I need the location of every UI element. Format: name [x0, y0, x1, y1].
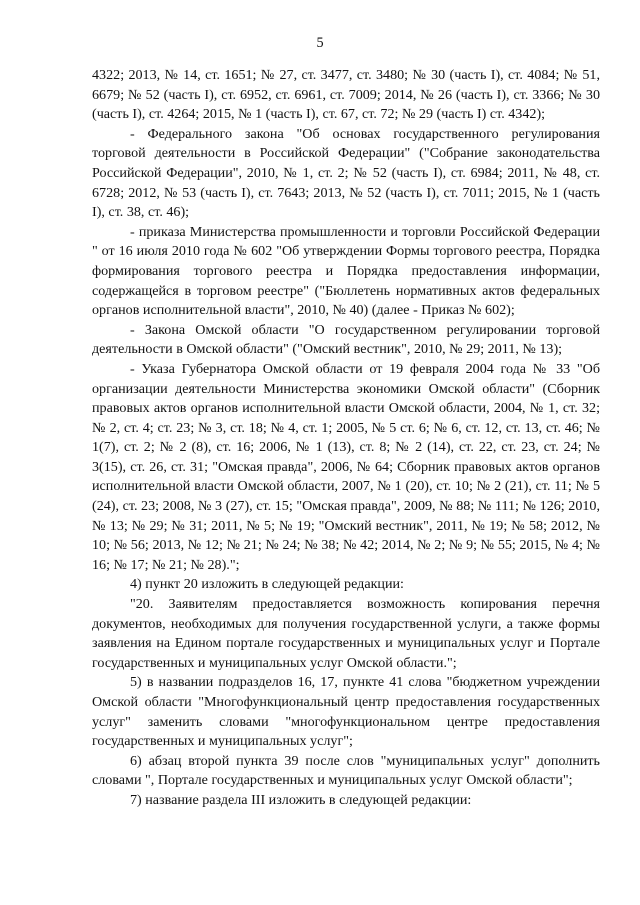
paragraph-omsk-law: - Закона Омской области "О государственном регулировании торговой деятельности в Омской области" ("Омский вестник", 2010, № 29; 2011, № 13);	[92, 321, 600, 358]
paragraph-citation-continuation: 4322; 2013, № 14, ст. 1651; № 27, ст. 3477, ст. 3480; № 30 (часть I), ст. 4084; № 51, 6679; № 52 (часть I), ст. 6952, ст. 6961, ст. 7009; 2014, № 26 (часть I), ст. 3366; № 30 (часть I), ст. 4264; 2015, № 1 (часть I), ст. 67, ст. 72; № 29 (часть I) ст. 4342);	[92, 67, 600, 123]
paragraph-federal-law: - Федерального закона "Об основах государственного регулирования торговой деятельности в Российской Федерации" ("Собрание законодательства Российской Федерации", 2010, № 1, ст. 2; № 52 (часть I), ст. 6984; 2011, № 48, ст. 6728; 2012, № 53 (часть I), ст. 7643; 2013, № 52 (часть I), ст. 7011; 2015, № 1 (часть I), ст. 38, ст. 46);	[92, 125, 600, 221]
paragraph-item-7: 7) название раздела III изложить в следующей редакции:	[130, 791, 472, 808]
paragraph-governor-decree: - Указа Губернатора Омской области от 19 февраля 2004 года № 33 "Об организации деятельности Министерства экономики Омской области" (Сборник правовых актов органов исполнительной власти Омской области, 2004, № 1, ст. 32; № 2, ст. 4; ст. 23; № 3, ст. 18; № 4, ст. 1; 2005, № 5 ст. 6; № 6, ст. 12, ст. 13, ст. 46; № 1(7), ст. 2; № 2 (8), ст. 16; 2006, № 1 (13), ст. 8; № 2 (14), ст. 22, ст. 23, ст. 24; № 3(15), ст. 26, ст. 31; "Омская правда", 2006, № 64; Сборник правовых актов органов исполнительной власти Омской области, 2007, № 1 (20), ст. 10; № 2 (21), ст. 11; № 5 (24), ст. 23; 2008, № 3 (27), ст. 15; "Омская правда", 2009, № 88; № 111; № 126; 2010, № 13; № 29; № 31; 2011, № 5; № 19; "Омский вестник", 2011, № 19; № 58; 2012, № 10; № 56; 2013, № 12; № 21; № 24; № 38; № 42; 2014, № 2; № 9; № 55; 2015, № 4; № 16; № 17; № 21; № 28).";	[92, 360, 600, 573]
paragraph-item-4: 4) пункт 20 изложить в следующей редакции:	[130, 576, 404, 593]
paragraph-ministry-order: - приказа Министерства промышленности и торговли Российской Федерации " от 16 июля 2010 года № 602 "Об утверждении Формы торгового реестра, Порядка формирования торгового реестра и Порядка предоставления информации, содержащейся в торговом реестре" ("Бюллетень нормативных актов федеральных органов исполнительной власти", 2010, № 40) (далее - Приказ № 602);	[92, 223, 600, 319]
paragraph-item-5: 5) в названии подразделов 16, 17, пункте 41 слова "бюджетном учреждении Омской области "Многофункциональный центр предоставления государственных услуг" заменить словами "многофункциональном центре предоставления государственных и муниципальных услуг";	[92, 674, 600, 750]
paragraph-item-20-text: "20. Заявителям предоставляется возможность копирования перечня документов, необходимых для получения государственной услуги, а также формы заявления на Едином портале государственных и муниципальных услуг и Портале государственных и муниципальных услуг Омской области.";	[92, 596, 600, 671]
document-body	[92, 66, 600, 811]
paragraph-item-6: 6) абзац второй пункта 39 после слов "муниципальных услуг" дополнить словами ", Портале государственных и муниципальных услуг Омской области";	[92, 752, 600, 789]
page-number: 5	[316, 35, 324, 51]
